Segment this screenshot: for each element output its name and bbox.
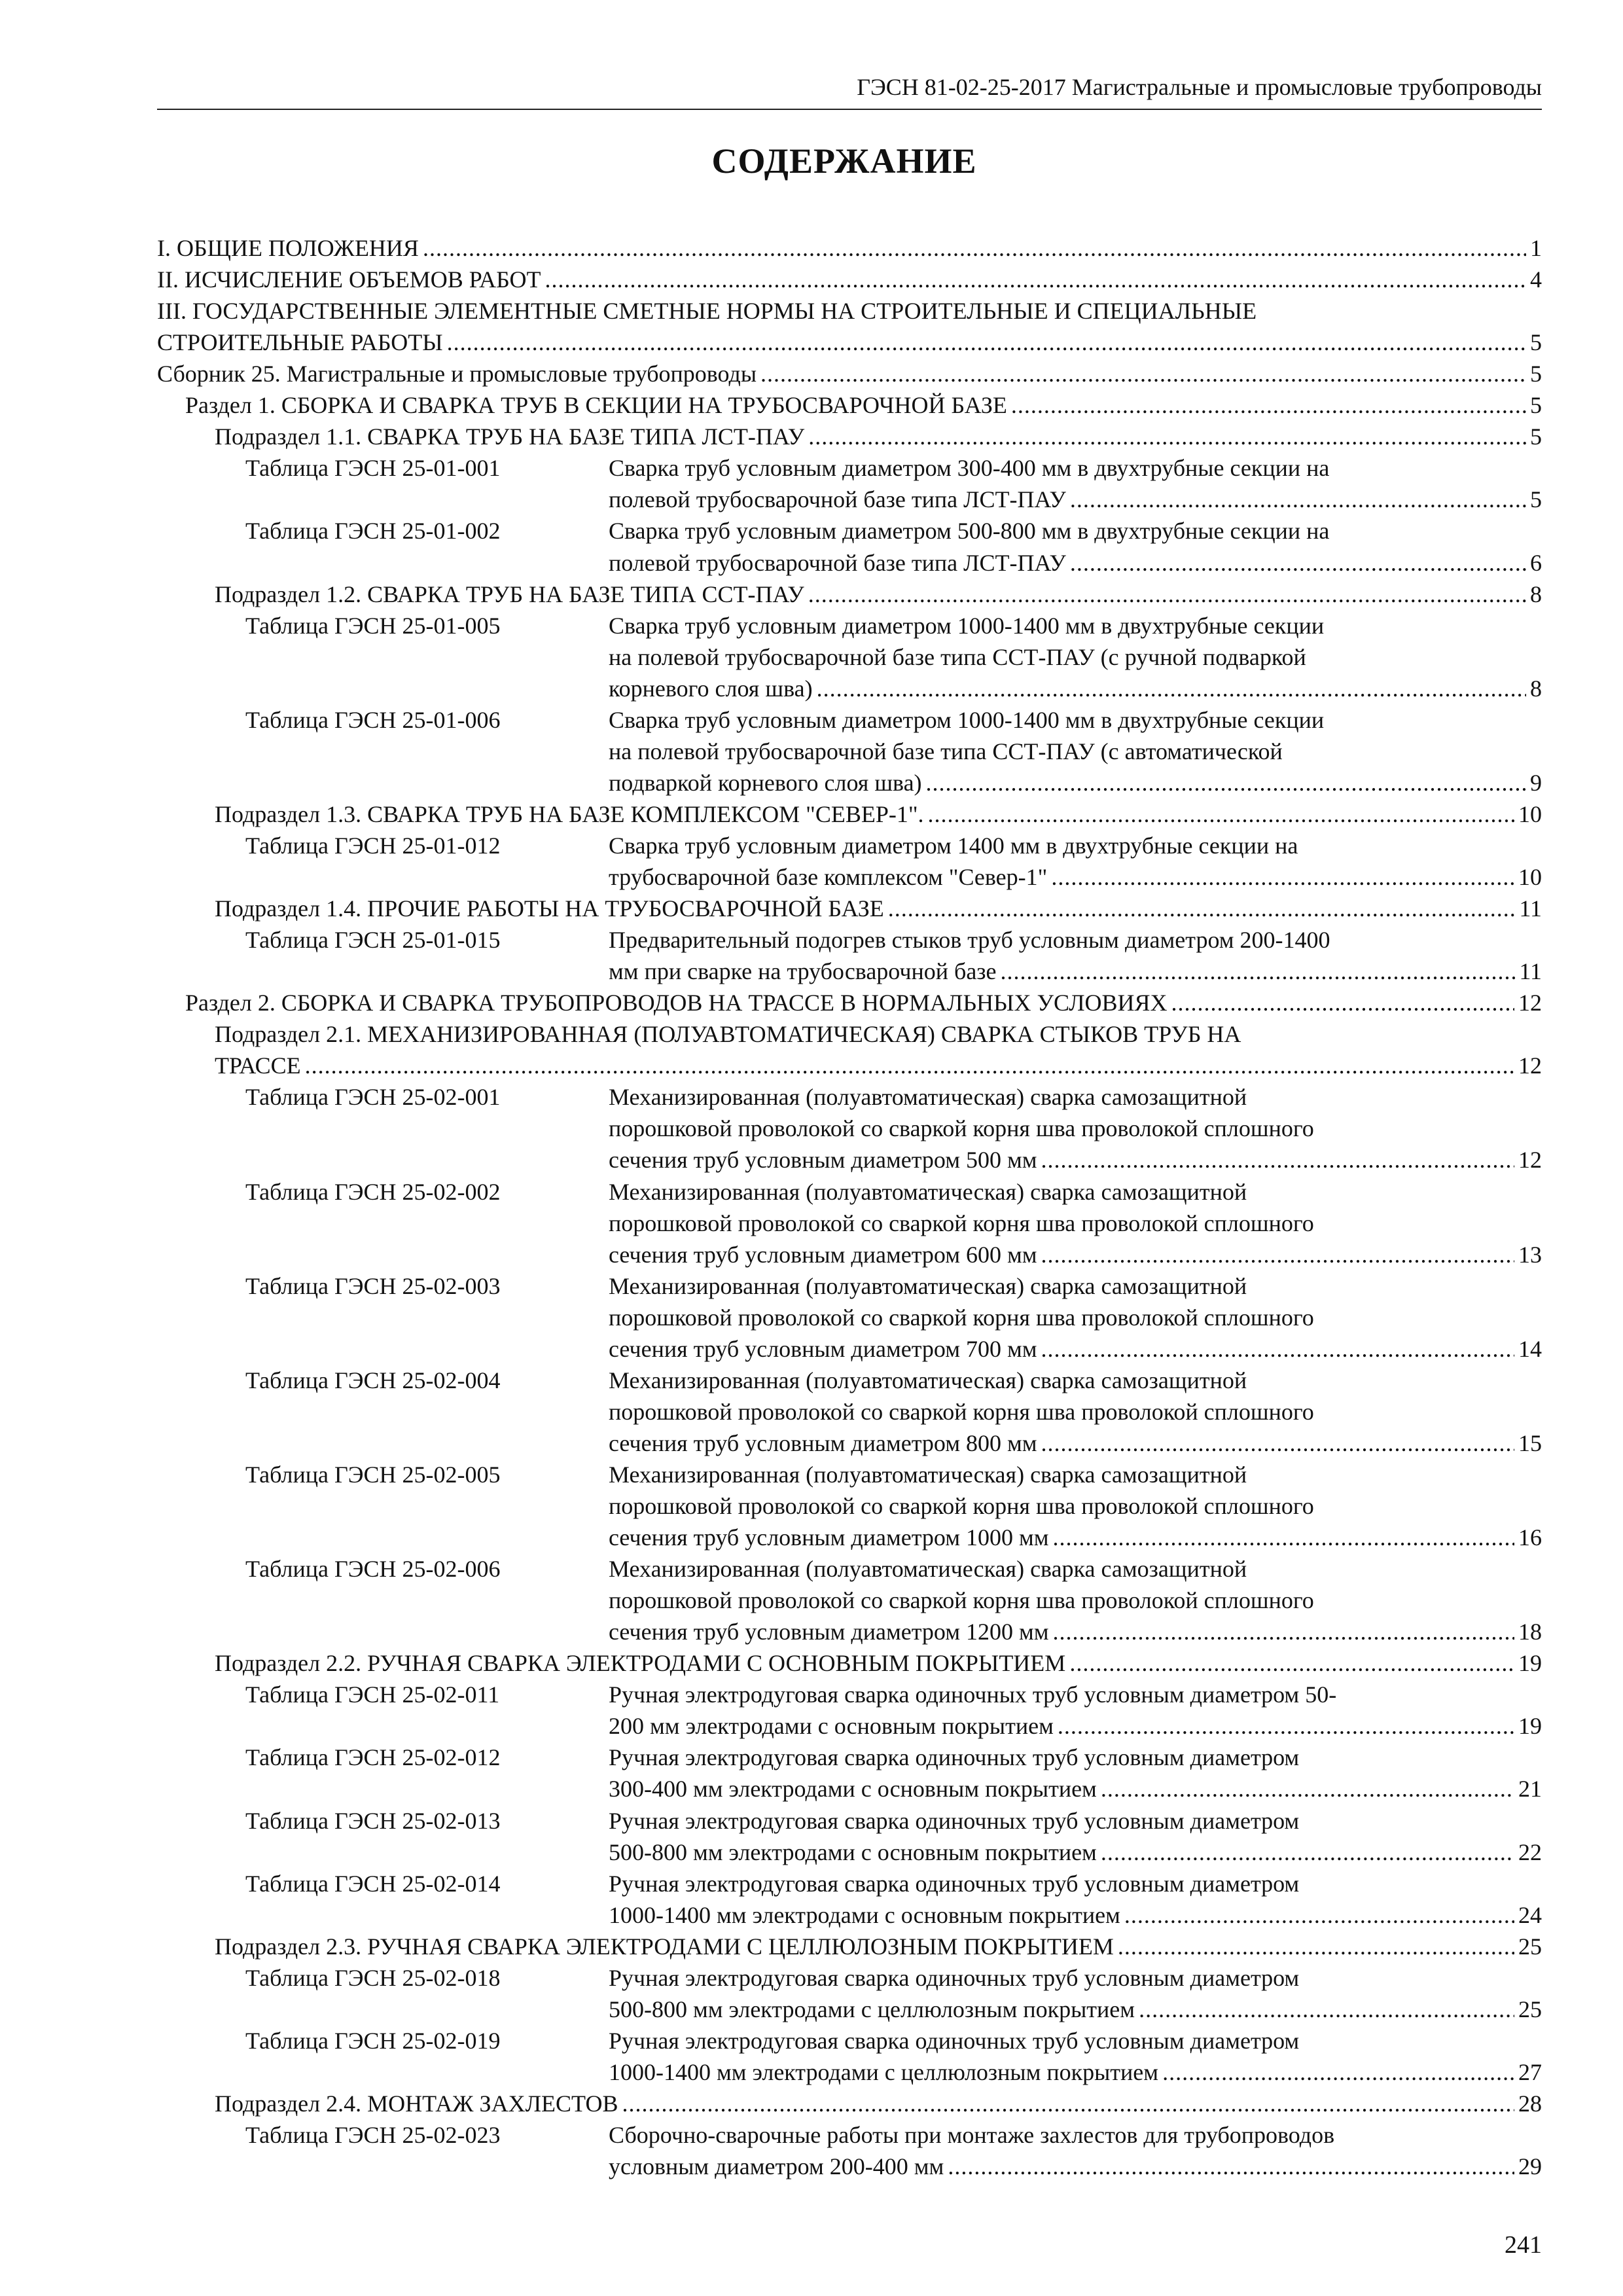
toc-entry-text: сечения труб условным диаметром 600 мм [609, 1242, 1037, 1268]
toc-leader-dots [1053, 1522, 1514, 1553]
toc-entry[interactable] [609, 515, 1542, 547]
toc-entry[interactable] [609, 1270, 1542, 1302]
toc-entry[interactable] [609, 736, 1542, 767]
toc-entry[interactable] [609, 1710, 1542, 1742]
toc-entry-text: Механизированная (полуавтоматическая) сварка самозащитной [609, 1273, 1247, 1299]
toc-entry-text: корневого слоя шва) [609, 675, 813, 702]
toc-entry-text: полевой трубосварочной базе типа ЛСТ-ПАУ [609, 486, 1066, 512]
toc-table-label: Таблица ГЭСН 25-02-014 [245, 1871, 501, 1897]
toc-entry[interactable] [215, 421, 1542, 452]
toc-entry[interactable] [215, 1050, 1542, 1081]
toc-entry[interactable] [609, 1837, 1542, 1868]
toc-entry-text: сечения труб условным диаметром 500 мм [609, 1147, 1037, 1173]
toc-entry[interactable] [609, 641, 1542, 673]
toc-entry-text: подваркой корневого слоя шва) [609, 770, 922, 796]
toc-leader-dots [1070, 547, 1526, 579]
toc-entry-text: порошковой проволокой со сваркой корня шва проволокой сплошного [609, 1587, 1314, 1613]
toc-table-label: Таблица ГЭСН 25-01-012 [245, 833, 501, 859]
toc-leader-dots [1101, 1773, 1514, 1804]
toc-entry[interactable] [609, 1208, 1542, 1239]
toc-entry[interactable] [609, 1239, 1542, 1270]
toc-entry-text: порошковой проволокой со сваркой корня шва проволокой сплошного [609, 1493, 1314, 1519]
toc-entry[interactable] [609, 1994, 1542, 2025]
toc-page-number: 4 [1530, 266, 1542, 293]
toc-table-label: Таблица ГЭСН 25-02-001 [245, 1084, 501, 1110]
toc-entry-text: Подраздел 2.1. МЕХАНИЗИРОВАННАЯ (ПОЛУАВТОМАТИЧЕСКАЯ) СВАРКА СТЫКОВ ТРУБ НА [215, 1021, 1241, 1047]
toc-entry-text: Ручная электродуговая сварка одиночных труб условным диаметром [609, 1808, 1300, 1834]
toc-table-label: Таблица ГЭСН 25-01-005 [245, 613, 501, 639]
toc-entry[interactable] [157, 264, 1542, 295]
toc-entry-text: 1000-1400 мм электродами с целлюлозным покрытием [609, 2059, 1159, 2085]
toc-table-label: Таблица ГЭСН 25-02-002 [245, 1179, 501, 1205]
toc-entry[interactable] [609, 830, 1542, 861]
toc-table-label: Таблица ГЭСН 25-01-001 [245, 455, 501, 481]
toc-table-label: Таблица ГЭСН 25-02-018 [245, 1965, 501, 1991]
toc-page-number: 21 [1518, 1776, 1542, 1802]
toc-table-label: Таблица ГЭСН 25-01-015 [245, 927, 501, 953]
toc-entry-text: Подраздел 1.2. СВАРКА ТРУБ НА БАЗЕ ТИПА ССТ-ПАУ [215, 581, 804, 607]
toc-entry-text: Ручная электродуговая сварка одиночных труб условным диаметром [609, 1871, 1300, 1897]
toc-entry[interactable] [609, 2119, 1542, 2151]
toc-entry-text: полевой трубосварочной базе типа ЛСТ-ПАУ [609, 550, 1066, 576]
toc-entry[interactable] [609, 1522, 1542, 1553]
page-number: 241 [1505, 2231, 1542, 2259]
toc-entry[interactable] [609, 1396, 1542, 1427]
toc-entry-text: сечения труб условным диаметром 1000 мм [609, 1524, 1049, 1551]
toc-entry[interactable] [185, 389, 1542, 421]
toc-entry-text: Сборник 25. Магистральные и промысловые трубопроводы [157, 361, 757, 387]
toc-entry[interactable] [609, 610, 1542, 641]
toc-entry-text: на полевой трубосварочной базе типа ССТ-ПАУ (с ручной подваркой [609, 644, 1306, 670]
toc-page-number: 25 [1518, 1933, 1542, 1960]
toc-entry-text: СТРОИТЕЛЬНЫЕ РАБОТЫ [157, 329, 443, 355]
toc-entry-text: Механизированная (полуавтоматическая) сварка самозащитной [609, 1556, 1247, 1582]
toc-page-number: 25 [1518, 1996, 1542, 2022]
toc-entry[interactable] [215, 1931, 1542, 1962]
toc-entry-text: Ручная электродуговая сварка одиночных труб условным диаметром 50- [609, 1681, 1337, 1708]
toc-entry-text: 200 мм электродами с основным покрытием [609, 1713, 1054, 1739]
toc-page-number: 11 [1519, 895, 1542, 922]
toc-leader-dots [1139, 1994, 1514, 2025]
toc-entry[interactable] [157, 295, 1542, 327]
toc-entry-text: III. ГОСУДАРСТВЕННЫЕ ЭЛЕМЕНТНЫЕ СМЕТНЫЕ НОРМЫ НА СТРОИТЕЛЬНЫЕ И СПЕЦИАЛЬНЫЕ [157, 298, 1257, 324]
toc-entry-text: Ручная электродуговая сварка одиночных труб условным диаметром [609, 1744, 1300, 1770]
toc-page-number: 14 [1518, 1336, 1542, 1362]
toc-entry[interactable] [609, 547, 1542, 579]
toc-entry[interactable] [157, 327, 1542, 358]
toc-page-number: 22 [1518, 1839, 1542, 1865]
toc-page-number: 10 [1518, 864, 1542, 890]
toc-entry-text: ТРАССЕ [215, 1052, 301, 1079]
toc-entry-text: Сварка труб условным диаметром 500-800 мм в двухтрубные секции на [609, 518, 1330, 544]
toc-entry[interactable] [609, 1616, 1542, 1647]
toc-entry-text: Подраздел 1.1. СВАРКА ТРУБ НА БАЗЕ ТИПА ЛСТ-ПАУ [215, 423, 805, 450]
toc-entry-text: порошковой проволокой со сваркой корня шва проволокой сплошного [609, 1399, 1314, 1425]
toc-page-number: 24 [1518, 1902, 1542, 1928]
toc-leader-dots [1118, 1931, 1514, 1962]
toc-entry-text: сечения труб условным диаметром 1200 мм [609, 1619, 1049, 1645]
toc-entry-text: Механизированная (полуавтоматическая) сварка самозащитной [609, 1179, 1247, 1205]
toc-page-number: 12 [1518, 1052, 1542, 1079]
toc-leader-dots [1051, 861, 1514, 893]
toc-page-number: 8 [1530, 675, 1542, 702]
toc-entry-text: Ручная электродуговая сварка одиночных труб условным диаметром [609, 2028, 1300, 2054]
toc-leader-dots [1041, 1239, 1514, 1270]
toc-leader-dots [447, 327, 1526, 358]
toc-entry[interactable] [609, 1773, 1542, 1804]
toc-entry-text: Подраздел 2.2. РУЧНАЯ СВАРКА ЭЛЕКТРОДАМИ С ОСНОВНЫМ ПОКРЫТИЕМ [215, 1650, 1066, 1676]
toc-entry[interactable] [185, 987, 1542, 1018]
toc-entry[interactable] [157, 358, 1542, 389]
toc-entry[interactable] [609, 1962, 1542, 1994]
toc-entry[interactable] [609, 1333, 1542, 1365]
toc-entry[interactable] [609, 2151, 1542, 2182]
toc-leader-dots [622, 2088, 1514, 2119]
toc-entry[interactable] [609, 1585, 1542, 1616]
toc-page-number: 27 [1518, 2059, 1542, 2085]
toc-leader-dots [1011, 389, 1526, 421]
toc-entry-text: Раздел 2. СБОРКА И СВАРКА ТРУБОПРОВОДОВ НА ТРАССЕ В НОРМАЛЬНЫХ УСЛОВИЯХ [185, 990, 1168, 1016]
toc-entry[interactable] [609, 484, 1542, 515]
toc-entry[interactable] [609, 1459, 1542, 1490]
toc-leader-dots [928, 798, 1514, 830]
toc-leader-dots [1041, 1144, 1514, 1175]
toc-entry-text: Предварительный подогрев стыков труб условным диаметром 200-1400 [609, 927, 1330, 953]
toc-leader-dots [760, 358, 1526, 389]
toc-page-number: 8 [1530, 581, 1542, 607]
toc-entry-text: 300-400 мм электродами с основным покрытием [609, 1776, 1097, 1802]
toc-entry[interactable] [609, 767, 1542, 798]
toc-entry[interactable] [609, 1805, 1542, 1837]
toc-entry[interactable] [215, 798, 1542, 830]
toc-page-number: 10 [1518, 801, 1542, 827]
toc-entry-text: Подраздел 1.4. ПРОЧИЕ РАБОТЫ НА ТРУБОСВАРОЧНОЙ БАЗЕ [215, 895, 884, 922]
toc-entry[interactable] [215, 1647, 1542, 1679]
toc-entry-text: Сварка труб условным диаметром 1000-1400 мм в двухтрубные секции [609, 707, 1325, 733]
toc-leader-dots [1041, 1427, 1514, 1459]
toc-entry[interactable] [609, 1427, 1542, 1459]
toc-leader-dots [808, 579, 1526, 610]
toc-entry-text: Раздел 1. СБОРКА И СВАРКА ТРУБ В СЕКЦИИ НА ТРУБОСВАРОЧНОЙ БАЗЕ [185, 392, 1007, 418]
toc-entry-text: порошковой проволокой со сваркой корня шва проволокой сплошного [609, 1115, 1314, 1141]
toc-page-number: 9 [1530, 770, 1542, 796]
toc-entry[interactable] [609, 673, 1542, 704]
toc-table-label: Таблица ГЭСН 25-02-003 [245, 1273, 501, 1299]
toc-entry-text: I. ОБЩИЕ ПОЛОЖЕНИЯ [157, 235, 419, 261]
toc-table-label: Таблица ГЭСН 25-01-002 [245, 518, 501, 544]
toc-table-label: Таблица ГЭСН 25-01-006 [245, 707, 501, 733]
toc-entry[interactable] [609, 452, 1542, 484]
toc-entry-text: Сварка труб условным диаметром 1400 мм в двухтрубные секции на [609, 833, 1298, 859]
toc-entry[interactable] [609, 1144, 1542, 1175]
toc-entry[interactable] [157, 232, 1542, 264]
toc-leader-dots [1124, 1899, 1514, 1931]
toc-leader-dots [888, 893, 1516, 924]
toc-entry[interactable] [609, 956, 1542, 987]
toc-entry-text: Механизированная (полуавтоматическая) сварка самозащитной [609, 1462, 1247, 1488]
toc-page-number: 6 [1530, 550, 1542, 576]
toc-entry[interactable] [609, 704, 1542, 736]
toc-table-label: Таблица ГЭСН 25-02-006 [245, 1556, 501, 1582]
toc-entry[interactable] [215, 1018, 1542, 1050]
toc-leader-dots [1070, 484, 1526, 515]
toc-entry[interactable] [215, 2088, 1542, 2119]
toc-leader-dots [948, 2151, 1514, 2182]
toc-entry[interactable] [609, 1899, 1542, 1931]
toc-entry-text: Механизированная (полуавтоматическая) сварка самозащитной [609, 1367, 1247, 1393]
toc-page-number: 5 [1530, 329, 1542, 355]
toc-entry[interactable] [215, 579, 1542, 610]
toc-leader-dots [817, 673, 1526, 704]
toc-entry[interactable] [609, 1113, 1542, 1144]
toc-entry-text: Ручная электродуговая сварка одиночных труб условным диаметром [609, 1965, 1300, 1991]
toc-entry-text: Механизированная (полуавтоматическая) сварка самозащитной [609, 1084, 1247, 1110]
toc-table-label: Таблица ГЭСН 25-02-005 [245, 1462, 501, 1488]
toc-entry[interactable] [609, 1868, 1542, 1899]
toc-entry[interactable] [609, 1302, 1542, 1333]
toc-entry-text: Подраздел 1.3. СВАРКА ТРУБ НА БАЗЕ КОМПЛЕКСОМ "СЕВЕР-1". [215, 801, 924, 827]
toc-leader-dots [1041, 1333, 1514, 1365]
toc-entry-text: Подраздел 2.4. МОНТАЖ ЗАХЛЕСТОВ [215, 2090, 618, 2117]
toc-entry[interactable] [215, 893, 1542, 924]
toc-leader-dots [545, 264, 1526, 295]
running-header: ГЭСН 81-02-25-2017 Магистральные и промысловые трубопроводы [857, 74, 1542, 100]
toc-entry[interactable] [609, 1176, 1542, 1208]
toc-page-number: 29 [1518, 2153, 1542, 2179]
toc-leader-dots [305, 1050, 1514, 1081]
toc-entry-text: сечения труб условным диаметром 700 мм [609, 1336, 1037, 1362]
toc-entry[interactable] [609, 2056, 1542, 2088]
toc-page-number: 1 [1530, 235, 1542, 261]
toc-entry[interactable] [609, 1081, 1542, 1113]
toc-table-label: Таблица ГЭСН 25-02-004 [245, 1367, 501, 1393]
toc-page-number: 11 [1519, 958, 1542, 984]
toc-leader-dots [1001, 956, 1516, 987]
toc-page-number: 15 [1518, 1430, 1542, 1456]
toc-entry[interactable] [609, 1553, 1542, 1585]
toc-leader-dots [423, 232, 1526, 264]
page-title: СОДЕРЖАНИЕ [711, 141, 977, 181]
toc-entry-text: сечения труб условным диаметром 800 мм [609, 1430, 1037, 1456]
toc-entry[interactable] [609, 1365, 1542, 1396]
toc-page-number: 19 [1518, 1713, 1542, 1739]
toc-page-number: 5 [1530, 392, 1542, 418]
toc-page-number: 5 [1530, 486, 1542, 512]
toc-entry-text: Сборочно-сварочные работы при монтаже захлестов для трубопроводов [609, 2122, 1335, 2148]
toc-table-label: Таблица ГЭСН 25-02-019 [245, 2028, 501, 2054]
toc-leader-dots [808, 421, 1526, 452]
toc-entry-text: 500-800 мм электродами с основным покрытием [609, 1839, 1097, 1865]
toc-leader-dots [926, 767, 1526, 798]
toc-leader-dots [1053, 1616, 1514, 1647]
toc-leader-dots [1069, 1647, 1514, 1679]
toc-entry-text: порошковой проволокой со сваркой корня шва проволокой сплошного [609, 1210, 1314, 1236]
toc-entry-text: Подраздел 2.3. РУЧНАЯ СВАРКА ЭЛЕКТРОДАМИ С ЦЕЛЛЮЛОЗНЫМ ПОКРЫТИЕМ [215, 1933, 1114, 1960]
toc-entry-text: трубосварочной базе комплексом "Север-1" [609, 864, 1048, 890]
toc-page-number: 12 [1518, 1147, 1542, 1173]
toc-entry-text: 500-800 мм электродами с целлюлозным покрытием [609, 1996, 1135, 2022]
toc-entry[interactable] [609, 861, 1542, 893]
toc-page-number: 5 [1530, 361, 1542, 387]
toc-leader-dots [1101, 1837, 1514, 1868]
toc-table-label: Таблица ГЭСН 25-02-013 [245, 1808, 501, 1834]
toc-page-number: 19 [1518, 1650, 1542, 1676]
toc-page-number: 28 [1518, 2090, 1542, 2117]
toc-entry-text: на полевой трубосварочной базе типа ССТ-ПАУ (с автоматической [609, 738, 1283, 764]
toc-table-label: Таблица ГЭСН 25-02-012 [245, 1744, 501, 1770]
toc-page-number: 16 [1518, 1524, 1542, 1551]
toc-entry[interactable] [609, 2025, 1542, 2056]
toc-table-label: Таблица ГЭСН 25-02-011 [245, 1681, 500, 1708]
toc-entry-text: порошковой проволокой со сваркой корня шва проволокой сплошного [609, 1304, 1314, 1331]
toc-page-number: 18 [1518, 1619, 1542, 1645]
toc-entry[interactable] [609, 1490, 1542, 1522]
toc-entry-text: II. ИСЧИСЛЕНИЕ ОБЪЕМОВ РАБОТ [157, 266, 541, 293]
toc-entry-text: Сварка труб условным диаметром 1000-1400 мм в двухтрубные секции [609, 613, 1325, 639]
toc-leader-dots [1171, 987, 1514, 1018]
toc-entry-text: мм при сварке на трубосварочной базе [609, 958, 997, 984]
toc-entry[interactable] [609, 1742, 1542, 1773]
toc-table-label: Таблица ГЭСН 25-02-023 [245, 2122, 501, 2148]
toc-page-number: 5 [1530, 423, 1542, 450]
toc-entry-text: Сварка труб условным диаметром 300-400 мм в двухтрубные секции на [609, 455, 1330, 481]
toc-leader-dots [1162, 2056, 1514, 2088]
toc-entry-text: условным диаметром 200-400 мм [609, 2153, 944, 2179]
toc-entry-text: 1000-1400 мм электродами с основным покрытием [609, 1902, 1120, 1928]
toc-entry[interactable] [609, 1679, 1542, 1710]
toc-page-number: 13 [1518, 1242, 1542, 1268]
toc-page-number: 12 [1518, 990, 1542, 1016]
toc-entry[interactable] [609, 924, 1542, 956]
toc-leader-dots [1058, 1710, 1514, 1742]
header-rule [157, 109, 1542, 110]
